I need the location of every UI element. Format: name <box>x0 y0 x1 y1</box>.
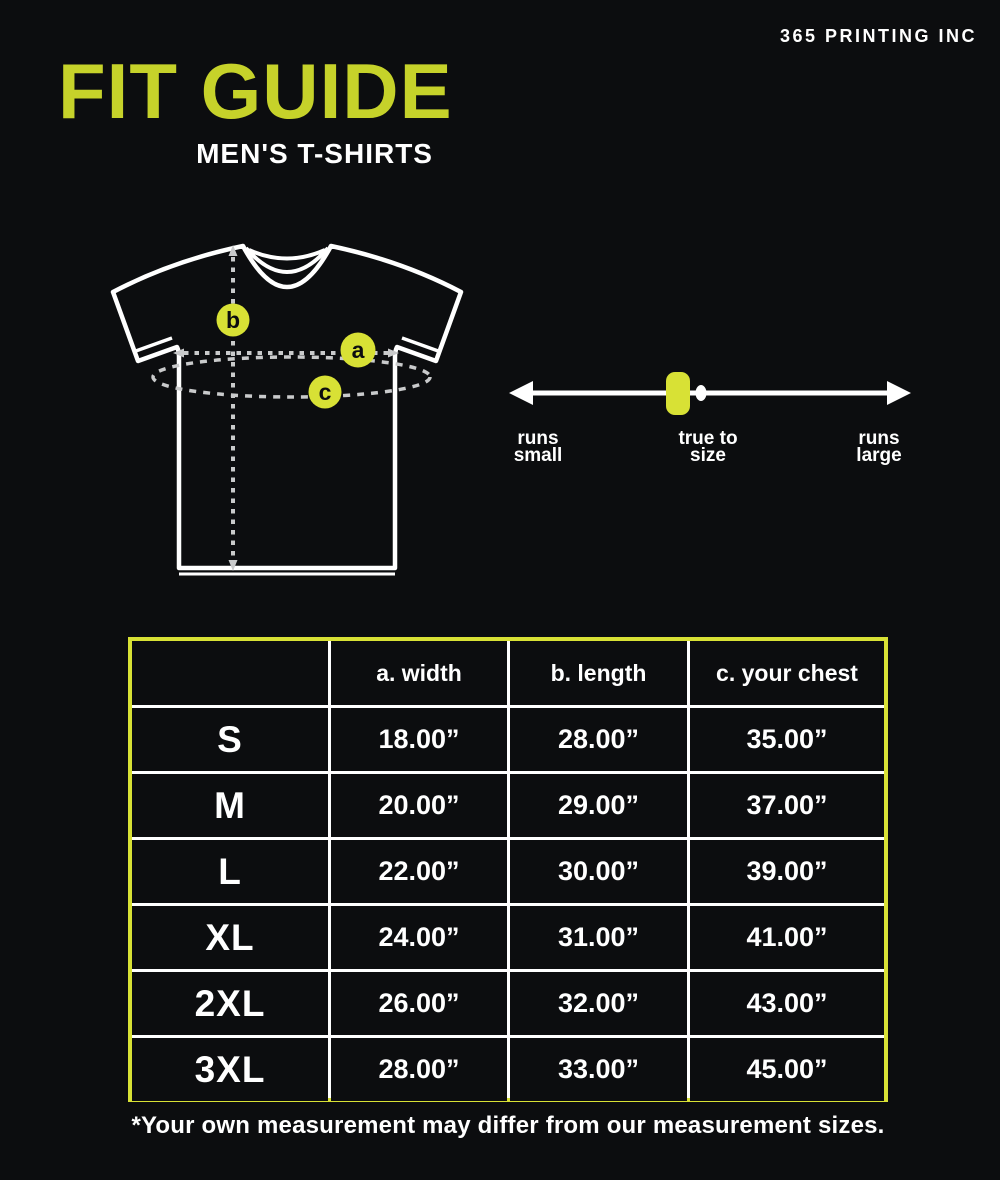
width-value: 20.00” <box>331 774 507 837</box>
table-header-chest: c. your chest <box>690 641 884 705</box>
size-label: M <box>132 774 328 837</box>
marker-a-letter: a <box>351 337 365 363</box>
size-label: 3XL <box>132 1038 328 1101</box>
length-value: 28.00” <box>510 708 687 771</box>
center-tick-dot <box>696 385 707 401</box>
length-value: 33.00” <box>510 1038 687 1101</box>
marker-c-letter: c <box>318 379 332 405</box>
runs-small-line1: runs <box>517 428 559 449</box>
length-value: 31.00” <box>510 906 687 969</box>
fit-scale <box>505 368 915 483</box>
width-value: 26.00” <box>331 972 507 1035</box>
chest-value: 41.00” <box>690 906 884 969</box>
length-value: 29.00” <box>510 774 687 837</box>
width-value: 28.00” <box>331 1038 507 1101</box>
tshirt-body-outline <box>113 246 461 568</box>
width-value: 24.00” <box>331 906 507 969</box>
size-table <box>128 637 888 1102</box>
true-to-size-line2: size <box>690 445 726 466</box>
runs-large-line2: large <box>856 445 902 466</box>
chest-value: 35.00” <box>690 708 884 771</box>
scale-label-true-to-size <box>678 430 737 464</box>
chest-value: 43.00” <box>690 972 884 1035</box>
scale-label-runs-large <box>856 430 901 464</box>
measurement-disclaimer: *Your own measurement may differ from our measurement sizes. <box>131 1112 885 1139</box>
marker-c <box>309 376 342 409</box>
runs-large-line1: runs <box>858 428 900 449</box>
table-header-length: b. length <box>510 641 687 705</box>
true-to-size-line1: true to <box>678 428 738 449</box>
table-header-cell <box>132 641 328 705</box>
page-subtitle: MEN'S T-SHIRTS <box>196 138 433 169</box>
marker-b <box>217 304 250 337</box>
collar-rib-line <box>249 250 325 259</box>
size-label: XL <box>132 906 328 969</box>
chest-value: 37.00” <box>690 774 884 837</box>
brand-name: 365 PRINTING INC <box>779 26 977 46</box>
arrow-right-icon <box>887 381 911 405</box>
page-title: FIT GUIDE <box>58 47 453 135</box>
width-value: 22.00” <box>331 840 507 903</box>
size-label: S <box>132 708 328 771</box>
chest-value: 45.00” <box>690 1038 884 1101</box>
size-label: L <box>132 840 328 903</box>
scale-label-runs-small <box>514 430 563 464</box>
marker-a <box>341 333 376 368</box>
size-label: 2XL <box>132 972 328 1035</box>
tshirt-outline-icon <box>100 233 480 583</box>
length-value: 30.00” <box>510 840 687 903</box>
fit-indicator-marker <box>666 372 690 415</box>
marker-b-letter: b <box>225 307 241 333</box>
tshirt-diagram <box>100 233 480 583</box>
length-value: 32.00” <box>510 972 687 1035</box>
width-value: 18.00” <box>331 708 507 771</box>
fit-scale-arrow <box>505 368 915 418</box>
table-header-width: a. width <box>331 641 507 705</box>
chest-value: 39.00” <box>690 840 884 903</box>
arrow-left-icon <box>509 381 533 405</box>
chest-measure-dotted-ellipse <box>153 357 430 397</box>
runs-small-line2: small <box>513 445 563 466</box>
